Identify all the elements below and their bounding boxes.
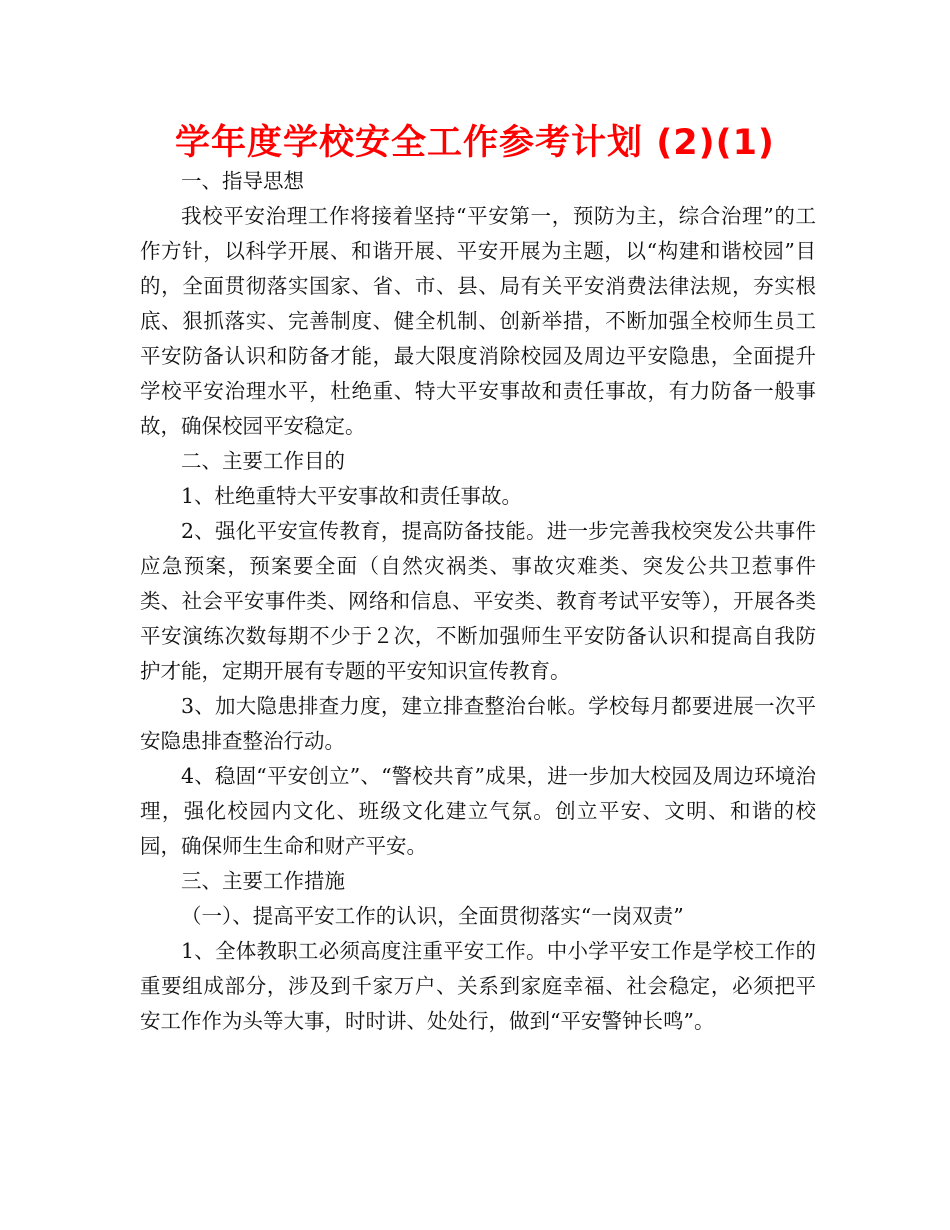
paragraph: 2、强化平安宣传教育，提高防备技能。进一步完善我校突发公共事件应急预案，预案要全面（自然灾祸类、事故灾难类、突发公共卫惹事件类、社会平安事件类、网络和信息、平安类、教育考试平安等），开展各类平安演练次数每期不少于２次，不断加强师生平安防备认识和提高自我防护才能，定期开展有专题的平安知识宣传教育。 (140, 519, 816, 683)
paragraph: 4、稳固“平安创立”、“警校共育”成果，进一步加大校园及周边环境治理，强化校园内文化、班级文化建立气氛。创立平安、文明、和谐的校园，确保师生生命和财产平安。 (140, 764, 816, 858)
document-body (140, 164, 816, 1039)
paragraph: 我校平安治理工作将接着坚持“平安第一，预防为主，综合治理”的工作方针，以科学开展、和谐开展、平安开展为主题，以“构建和谐校园”目的，全面贯彻落实国家、省、市、县、局有关平安消费法律法规，夯实根底、狠抓落实、完善制度、健全机制、创新举措，不断加强全校师生员工平安防备认识和防备才能，最大限度消除校园及周边平安隐患，全面提升学校平安治理水平，杜绝重、特大平安事故和责任事故，有力防备一般事故，确保校园平安稳定。 (140, 204, 816, 438)
document-title: 学年度学校安全工作参考计划 (2)(1) (175, 123, 775, 163)
paragraph: 3、加大隐患排查力度，建立排查整治台帐。学校每月都要进展一次平安隐患排查整治行动。 (140, 694, 816, 753)
paragraph: 1、杜绝重特大平安事故和责任事故。 (181, 484, 523, 508)
section-heading-guiding-ideology: 一、指导思想 (181, 169, 304, 193)
subsection-heading: （一）、提高平安工作的认识，全面贯彻落实“一岗双责” (181, 904, 684, 928)
paragraph: 1、全体教职工必须高度注重平安工作。中小学平安工作是学校工作的重要组成部分，涉及到千家万户、关系到家庭幸福、社会稳定，必须把平安工作作为头等大事，时时讲、处处行，做到“平安警钟长鸣”。 (140, 939, 816, 1033)
section-heading-main-measures: 三、主要工作措施 (181, 869, 345, 893)
section-heading-main-goals: 二、主要工作目的 (181, 449, 345, 473)
